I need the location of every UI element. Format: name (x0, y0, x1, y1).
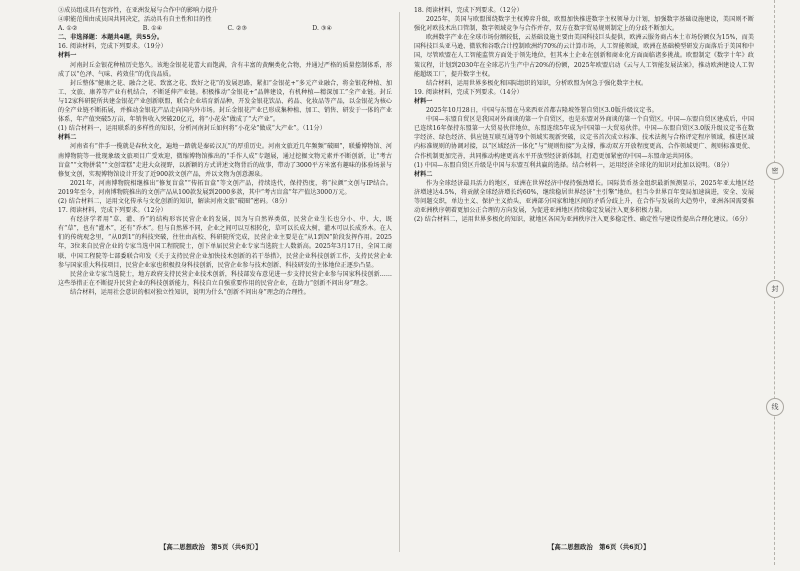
binding-mark-line: 线 (766, 398, 784, 416)
text-line: 封丘整体“健康之花、融合之花、致富之花、致好之花”的发展思路，紧扣“金银花+”多元产业融合，将金银花种植、加工、文旅、康养等产业有机结合，不断延伸产业链。积极推动“金银花+”品牌建设，有机种植—精深加工”全产业链。封丘与12家科研院所共建金银花产业创新联盟，联合企业培育新品种，开发金银花饮品、药品、化妆品等产品，以金银花为核心的全产业链不断拓展，并推动金银花产品走向国内外市场。封丘金银花产业已形成集种植、加工、销售、研发于一体的产业体系，年产值突破5万亩，年销售收入突破20亿元，将“小花朵”做成了“大产业”。 (58, 79, 392, 124)
answer-option: C. ②③ (227, 25, 248, 33)
text-line: 有经济学者用“草、灌、乔”的结构形容民营企业的发展，因为与自然界类似，民营企业生长也分小、中、大，既有“草”，也有“灌木”，还有“乔木”。但与自然界不同，企业之间可以互相转化，草可以长成大树，灌木可以长成乔木。在人们的传统观念里，“从0到1”的科技突破，往往由高校、科研院所完成，民营企业主要是在“从1到N”阶段发挥作用。2025年，3位来自民营企业的专家当选中国工程院院士，创下单届民营企业专家当选院士人数新高。2025年3月17日，全国工商联、中国工程院等七部委联合印发《关于支持民营企业加快技术创新的若干举措》，民营企业科技创新工作，支持民营企业参与国家重大科技项目，民营企业家也积极投身科技创新，民营企业参与技术创新、科技研发的主体地位正逐步凸显。 (58, 216, 392, 269)
page-divider (399, 12, 400, 552)
text-line: (1) 结合材料一，运用联系的多样性的知识，分析河南封丘如何将“小花朵”做成“大产业”。（11分） (58, 125, 326, 133)
text-line: 19. 阅读材料，完成下列要求。（14分） (414, 88, 523, 96)
text-line: 作为全球经济最具活力的地区，亚洲在世界经济中保持强劲增长。国际货币基金组织最新预测显示，2025年亚太地区经济增速达4.5%，将贡献全球经济增长约60%，继续稳居世界经济“主引擎”地位。但当今世界百年变局加速演进，安全、发展等问题交织，单边主义、保护主义抬头，亚洲部分国家和地区间的矛盾分歧上升，在合作与发展的大趋势中，亚洲各国需要推动亚洲秩序朝着更加公正合理的方向发展，为促进亚洲地区持续稳定发展注入更多积极力量。 (414, 179, 754, 215)
text-line: ④职能范围由成员国共同决定，活动具有自主性和目的性 (58, 16, 212, 24)
material-heading: 材料二 (414, 170, 433, 178)
material-heading: 材料二 (58, 134, 77, 142)
text-line: (2) 结合材料二，运用世界多极化的知识，就地区各国为亚洲秩序注入更多稳定性、确定性与建设性提出合理化建议。（6分） (414, 216, 752, 224)
text-line: 河南封丘金银花种植历史悠久。该地金银花花蕾大而饱满，含有丰富的黄酮类化合物，并通过严格的质量控制体系，形成了以“色泽、气味、药效佳”的优良品质。 (58, 61, 392, 78)
text-line: 中国—东盟自贸区是我国对外商谈的第一个自贸区，也是东盟对外商谈的第一个自贸区。中国—东盟自贸区建成后，中国已连续16年保持东盟第一大贸易伙伴地位，东盟连续5年成为中国第一大贸易伙伴。中国—东盟自贸区3.0版升级议定书在数字经济、绿色经济、供应链互联互通等9个领域实现新突破，议定书首次成立标准、技术法规与合格评定程序领域，推进区域内标准规则的协调对接，以“区域经济一体化”与“规则衔接”为支撑，推动双方开放程度更高、合作领域更广、规则标准更优、合作机制更加完善，共同推动构建更高水平开放型经济新体制，打造更加紧密的中国—东盟命运共同体。 (414, 116, 754, 160)
page-6-footer: 【高二思想政治 第6页（共6页）】 (548, 543, 650, 551)
text-line: 18. 阅读材料，完成下列要求。（12分） (414, 7, 523, 14)
text-line: 17. 阅读材料，完成下列要求。（12分） (58, 207, 167, 215)
text-line: 结合材料，运用世界多极化和国际组织的知识，分析欧盟为何急于强化数字主权。 (426, 79, 648, 87)
text-line: (2) 结合材料二，运用文化传承与文化创新的知识，解读河南文旅“破圈”密码。（8分） (58, 197, 292, 205)
text-line: 2021年，河南博物院相继推出“修复盲盒”“传拓盲盒”等文创产品，持续迭代，保持热度，将“拉颜”文创与IP结合。2019年至今，河南博物院推出的文创产品从100款发展到2000多款，其中“考古盲盒”年产值达3000万元。 (58, 179, 392, 196)
text-line: 民营企业专家当选院士，地方政府支持民营企业技术创新，科技部发布意见进一步支持民营企业参与国家科技创新……这些举措正在不断提升民营企业的科技创新能力，科技自立自强重要作用的民营企业，在助力“创新不问出身”理念。 (58, 270, 392, 287)
answer-options (58, 24, 392, 33)
page-6-column (414, 0, 754, 571)
text-line: 欧洲数字产业在全球市场份额较低，云基础设施主要由美国科技巨头提供，欧洲云服务商占本土市场份额仅为15%，而美国科技巨头亚马逊、微软和谷歌合计控制欧洲约70%的云计算市场，人工智能领域，欧洲在基础模型研发方面落后于美国和中国，尽管欧盟在人工智能监管方面处于领先地位，但其本土企业在创新和商业化方面面临诸多挑战。欧盟制定《数字十年》政策议程，计划到2030年在全球芯片生产中占20%的份额，2025年欧盟启动《云与人工智能发展法案》，推动欧洲建设人工智能超级工厂，提升数字主权。 (414, 34, 754, 78)
answer-option: D. ③④ (312, 25, 332, 33)
text-line: (1) 中国—东盟自贸区升级是中国与东盟互利共赢的选择。结合材料一，运用经济全球化的知识对此加以说明。（8分） (414, 161, 733, 169)
answer-option: A. ①② (58, 25, 78, 33)
page-5-footer: 【高二思想政治 第5页（共6页）】 (160, 543, 262, 551)
material-heading: 材料一 (58, 52, 77, 60)
text-line: 16. 阅读材料，完成下列要求。（19分） (58, 43, 167, 51)
text-line: 结合材料，运用社会意识的相对独立性知识，说明为什么“创新不问出身”理念的合理性。 (70, 288, 310, 296)
text-line: 2025年10月28日，中国与东盟在马来西亚首都吉隆坡签署自贸区3.0版升级议定书。 (426, 107, 658, 115)
page-5-column (58, 0, 392, 571)
answer-option: B. ①④ (142, 25, 163, 33)
text-line: 2025年，美国与欧盟围绕数字主权博弈升级，欧盟加快推进数字主权领导力计划，加强数字基础设施建设，美国则不断强化对欧技术出口管制，数字领域竞争与合作并存，双方在数字贸易规则制定上的分歧不断加大。 (414, 16, 754, 33)
material-heading: 材料一 (414, 97, 433, 105)
text-line: ③成员组成具有包容性，在亚洲发展与合作中的影响力提升 (58, 7, 218, 14)
binding-mark-seal: 密 (766, 162, 784, 180)
section-heading: 二、非选择题：本题共4题，共55分。 (58, 34, 164, 42)
binding-mark-close: 封 (766, 280, 784, 298)
text-line: 河南省有“伴手一揽就是春秋文化，遍地一踏就是秦砖汉瓦”的厚重历史。河南文旅近几年频频“破圈”，联播博物馆、河南博物院等一批现象级文旅项目广受欢迎，微缩博物馆推出的“手作人成”专题展，通过挖掘文物元素并不断创新，让“考古盲盒”“文物拼装”“文创雪糕”走进大众视野，以新颖的方式讲述文物背后的故事，带动了3000平方米富有趣味的体验场景与修复文创，实现博物馆设计开发了近900款文创产品，并以文物为创意源泉。 (58, 143, 392, 178)
